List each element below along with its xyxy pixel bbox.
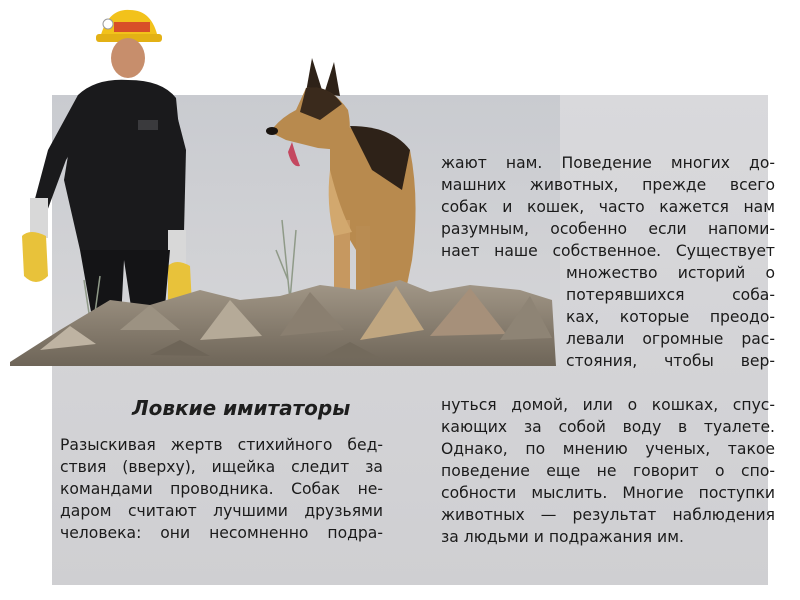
text-line: командами проводника. Собак не- [60,480,383,498]
text-line: разумным, особенно если напоми- [441,220,775,238]
text-line: кающих за собой воду в туалете. [441,418,775,436]
text-line: потерявшихся соба- [566,286,775,304]
text-line: жают нам. Поведение многих до- [441,154,775,172]
text-line: за людьми и подражания им. [441,528,684,546]
paragraph-left [60,434,383,544]
text-line: даром считают лучшими друзьями [60,502,383,520]
text-line: нает наше собственное. Существует [441,242,775,260]
text-line: нуться домой, или о кошках, спус- [441,396,775,414]
paragraph-right-bottom [441,394,775,548]
text-line: поведение еще не говорит о спо- [441,462,775,480]
text-line: машних животных, прежде всего [441,176,775,194]
text-line: животных — результат наблюдения [441,506,775,524]
paragraph-right-top [441,152,775,262]
text-line: человека: они несомненно подра- [60,524,383,542]
text-line: множество историй о [566,264,775,282]
text-line: ствия (вверху), ищейка следит за [60,458,383,476]
text-line: левали огромные рас- [566,330,775,348]
section-subtitle: Ловкие имитаторы [132,396,351,420]
paragraph-right-middle [566,262,775,372]
text-line: ках, которые преодо- [566,308,775,326]
text-line: Однако, по мнению ученых, такое [441,440,775,458]
text-line: Разыскивая жертв стихийного бед- [60,436,383,454]
text-line: собак и кошек, часто кажется нам [441,198,775,216]
text-line: стояния, чтобы вер- [566,352,775,370]
text-line: собности мыслить. Многие поступки [441,484,775,502]
